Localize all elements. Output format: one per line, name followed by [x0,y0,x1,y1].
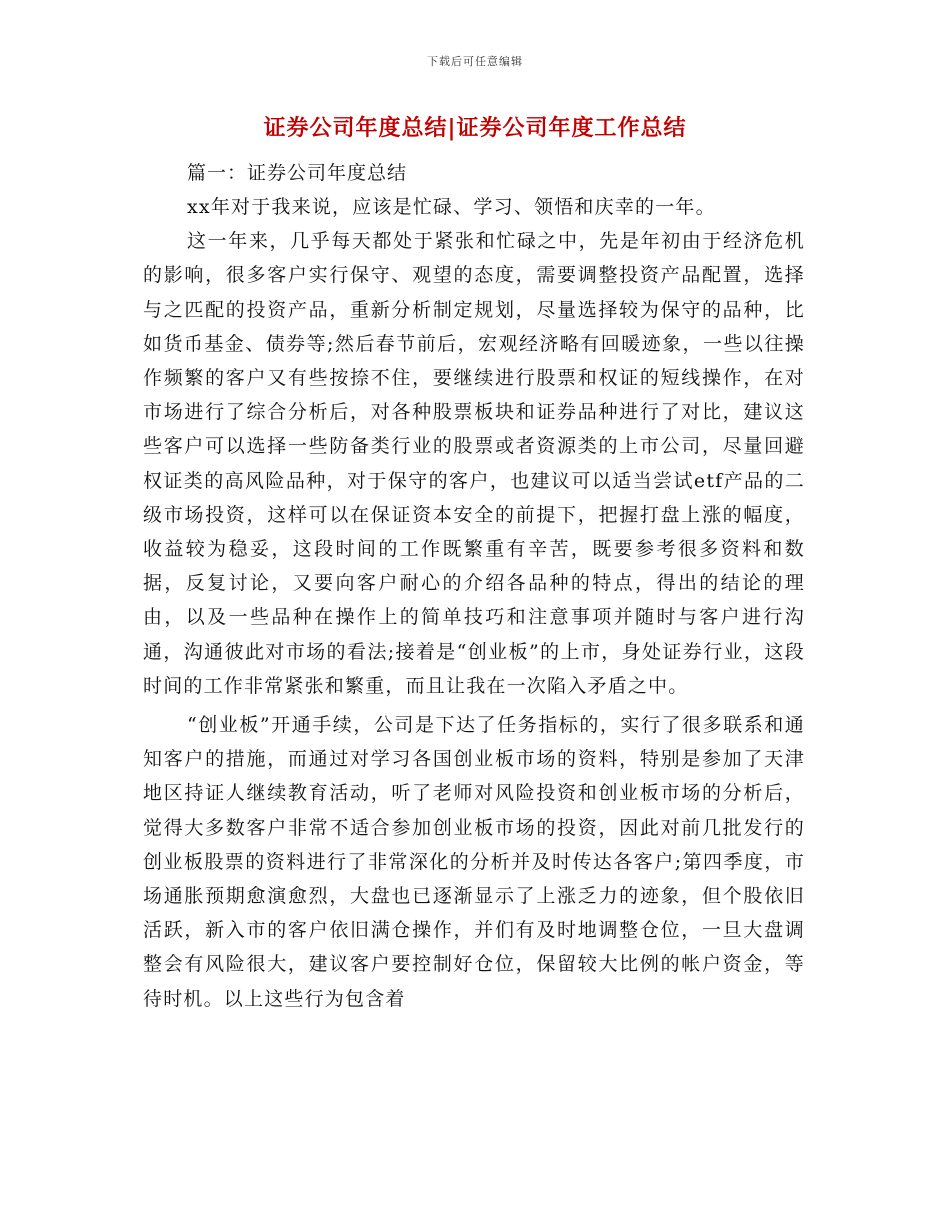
document-body [143,156,805,1016]
header-note: 下载后可任意编辑 [427,55,523,68]
document-title: 证券公司年度总结|证券公司年度工作总结 [263,115,687,141]
paragraph-2: 这一年来，几乎每天都处于紧张和忙碌之中，先是年初由于经济危机的影响，很多客户实行保守、观望的态度，需要调整投资产品配置，选择与之匹配的投资产品，重新分析制定规划，尽量选择较为保守的品种，比如货币基金、债券等;然后春节前后，宏观经济略有回暖迹象，一些以往操作频繁的客户又有些按捺不住，要继续进行股票和权证的短线操作，在对市场进行了综合分析后，对各种股票板块和证券品种进行了对比，建议这些客户可以选择一些防备类行业的股票或者资源类的上市公司，尽量回避权证类的高风险品种，对于保守的客户，也建议可以适当尝试etf产品的二级市场投资，这样可以在保证资本安全的前提下，把握打盘上涨的幅度，收益较为稳妥，这段时间的工作既繁重有辛苦，既要参考很多资料和数据，反复讨论，又要向客户耐心的介绍各品种的特点，得出的结论的理由，以及一些品种在操作上的简单技巧和注意事项并随时与客户进行沟通，沟通彼此对市场的看法;接着是“创业板”的上市，身处证券行业，这段时间的工作非常紧张和繁重，而且让我在一次陷入矛盾之中。 [143,230,805,697]
paragraph-3: “创业板”开通手续，公司是下达了任务指标的，实行了很多联系和通知客户的措施，而通过对学习各国创业板市场的资料，特别是参加了天津地区持证人继续教育活动，听了老师对风险投资和创业板市场的分析后，觉得大多数客户非常不适合参加创业板市场的投资，因此对前几批发行的创业板股票的资料进行了非常深化的分析并及时传达各客户;第四季度，市场通胀预期愈演愈烈，大盘也已逐渐显示了上涨乏力的迹象，但个股依旧活跃，新入市的客户依旧满仓操作，并们有及时地调整仓位，一旦大盘调整会有风险很大，建议客户要控制好仓位，保留较大比例的帐户资金，等待时机。以上这些行为包含着 [143,714,805,1010]
section-heading: 篇一：证券公司年度总结 [187,162,408,184]
paragraph-1: xx年对于我来说，应该是忙碌、学习、领悟和庆幸的一年。 [187,196,716,218]
